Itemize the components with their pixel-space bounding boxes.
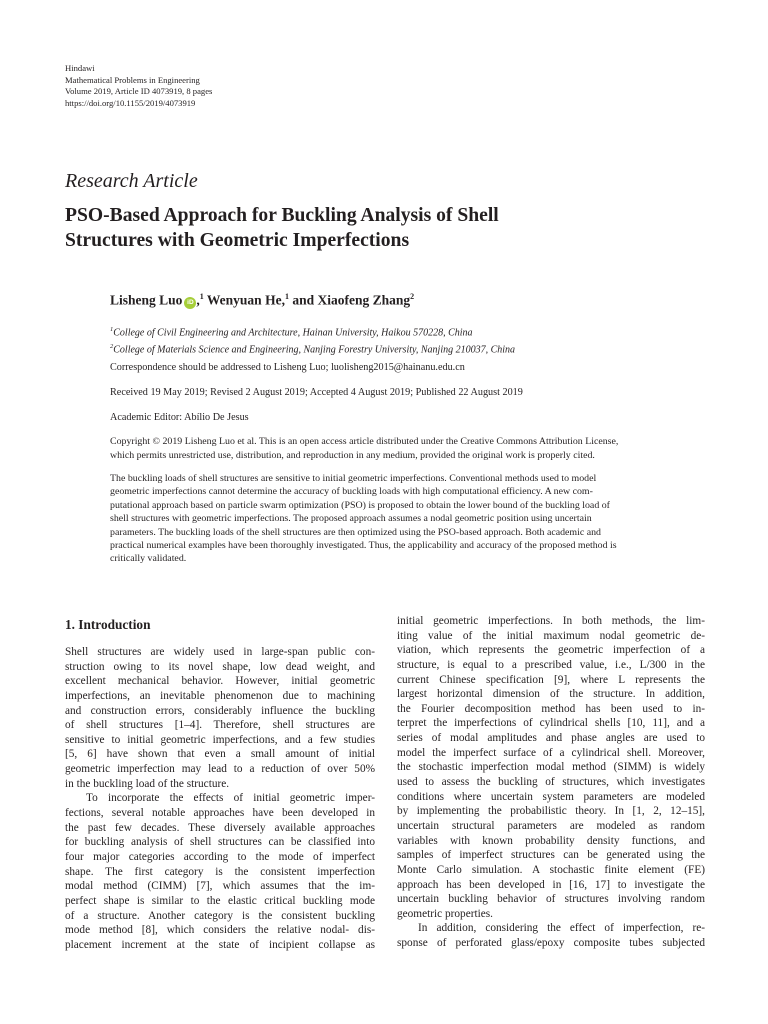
body-line: conditions where uncertain system parameters are modeled: [397, 790, 705, 803]
body-line: terpret the imperfections of cylindrical shells [10, 11], and a: [397, 717, 705, 730]
body-line: fections, several notable approaches have been developed in: [65, 807, 375, 820]
body-line: perfect shape is similar to the elastic critical buckling mode: [65, 894, 375, 907]
body-line: the stochastic imperfection modal method (SIMM) is widely: [397, 761, 705, 774]
abstract-line: critically validated.: [110, 553, 187, 565]
body-line: geometric imperfection may lead to a reduction of over 50%: [65, 763, 375, 776]
body-line: four major categories according to the mode of imperfect: [65, 850, 375, 863]
copyright-line: which permits unrestricted use, distribution, and reproduction in any medium, provided the original work is properly cited.: [110, 449, 595, 461]
copyright-notice: [110, 435, 710, 462]
author-affiliation-mark: 1: [199, 292, 204, 301]
body-line: imperfections, an inevitable phenomenon due to machining: [65, 689, 375, 702]
affiliation-text: College of Materials Science and Engineering, Nanjing Forestry University, Nanjing 210037, China: [113, 344, 516, 356]
doi-link[interactable]: https://doi.org/10.1155/2019/4073919: [65, 97, 196, 108]
section-heading: 1. Introduction: [65, 617, 151, 632]
abstract-line: The buckling loads of shell structures are sensitive to initial geometric imperfections. Conventional methods used to model: [110, 473, 597, 484]
publication-dates: Received 19 May 2019; Revised 2 August 2019; Accepted 4 August 2019; Published 22 August 2019: [110, 387, 523, 398]
body-line: Monte Carlo simulation. A stochastic finite element (FE): [397, 863, 705, 876]
body-line: the past few decades. These diversely available approaches: [65, 821, 375, 834]
body-line: samples of imperfect structures can be generated using the: [397, 849, 705, 862]
author-name: Wenyuan He: [206, 292, 282, 308]
body-line: uncertain structural parameters are modeled as random: [397, 819, 705, 832]
title-line: PSO-Based Approach for Buckling Analysis of Shell: [65, 205, 499, 226]
body-line: structure, is equal to a prescribed value, i.e., L/300 in the: [397, 658, 705, 671]
body-line: model the imperfect surface of a cylindrical shell. Moreover,: [397, 746, 705, 759]
abstract-line: parameters. The buckling loads of the shell structures are then optimized using the PSO-based approach. Both academic and: [110, 526, 601, 538]
body-line: approach has been developed in [16, 17] to investigate the: [397, 878, 705, 891]
body-line: modal method (CIMM) [7], which assumes that the im-: [65, 880, 375, 893]
body-line: in the buckling load of the structure.: [65, 777, 230, 790]
body-line: struction owing to its novel shape, low dead weight, and: [65, 660, 375, 673]
abstract-line: putational approach based on particle swarm optimization (PSO) is proposed to obtain the lower bound of the buckling load of: [110, 499, 610, 511]
body-line: largest horizontal dimension of the structure. In addition,: [397, 688, 705, 701]
body-line: of a structure. Another category is the consistent buckling: [65, 909, 375, 922]
body-line: the Fourier decomposition method has been used to in-: [397, 702, 705, 715]
correspondence: Correspondence should be addressed to Lisheng Luo; luolisheng2015@hainanu.edu.cn: [110, 362, 465, 373]
body-line: shape. The first category is the consistent imperfection: [65, 865, 375, 878]
body-line: initial geometric imperfections. In both methods, the lim-: [397, 615, 705, 627]
author-separator: ,: [196, 292, 200, 308]
title-line: Structures with Geometric Imperfections: [65, 230, 410, 251]
body-line: placement increment at the state of incipient collapse as: [65, 938, 375, 951]
author-list: [110, 292, 414, 309]
academic-editor: Academic Editor: Abílio De Jesus: [110, 412, 249, 423]
author-separator: ,: [281, 292, 285, 308]
body-line: used to assess the buckling of structures, which investigates: [397, 776, 705, 789]
body-line: In addition, considering the effect of imperfection, re-: [418, 922, 705, 935]
body-line: sponse of perforated glass/epoxy composite tubes subjected: [397, 937, 705, 950]
body-line: viation, which represents the geometric imperfection of a: [397, 644, 705, 657]
body-line: by implementing the probabilistic theory. In [1, 2, 12–15],: [397, 805, 705, 818]
orcid-icon[interactable]: iD: [184, 297, 196, 309]
article-title: [65, 203, 665, 253]
author-affiliation-mark: 1: [284, 292, 289, 301]
author-affiliation-mark: 2: [410, 292, 415, 301]
affiliation-text: College of Civil Engineering and Architecture, Hainan University, Haikou 570228, China: [113, 327, 473, 339]
affiliation-mark: 2: [110, 343, 114, 351]
body-column-right: [397, 614, 705, 951]
body-line: Shell structures are widely used in large-span public con-: [65, 646, 375, 658]
abstract: [110, 472, 710, 566]
affiliation-mark: 1: [110, 326, 114, 333]
author-separator: and: [288, 292, 318, 308]
abstract-line: geometric imperfections cannot determine the accuracy of buckling loads with high computational efficiency. A new com-: [110, 486, 593, 498]
body-line: uncertain buckling behavior of structures involving random: [397, 893, 705, 906]
journal-name: Mathematical Problems in Engineering: [65, 74, 200, 85]
body-line: of shell structures [1–4]. Therefore, shell structures are: [65, 719, 375, 732]
body-line: and construction errors, considerably influence the buckling: [65, 704, 375, 717]
abstract-line: shell structures with geometric imperfections. The proposed approach assumes a nodal geometric position using uncertain: [110, 513, 592, 525]
body-column-left: [65, 645, 375, 952]
copyright-line: Copyright © 2019 Lisheng Luo et al. This is an open access article distributed under the Creative Commons Attribution License,: [110, 436, 619, 447]
body-line: excellent mechanical behavior. However, initial geometric: [65, 675, 375, 688]
body-line: mode method [8], which considers the relative nodal- dis-: [65, 924, 375, 937]
body-line: To incorporate the effects of initial geometric imper-: [86, 792, 375, 805]
body-line: variables with known probability density functions, and: [397, 834, 705, 847]
publisher-name: Hindawi: [65, 63, 95, 73]
body-line: geometric properties.: [397, 907, 493, 920]
body-line: series of modal amplitudes and phase angles are used to: [397, 732, 705, 745]
article-type: Research Article: [65, 170, 198, 192]
affiliation-line: [110, 340, 515, 357]
affiliation-line: [110, 323, 515, 340]
body-line: [5, 6] have shown that even a small amount of initial: [65, 748, 375, 761]
body-line: current Chinese specification [9], where L represents the: [397, 673, 705, 686]
author-name: Xiaofeng Zhang: [317, 292, 411, 308]
volume-line: Volume 2019, Article ID 4073919, 8 pages: [65, 86, 213, 96]
author-name: Lisheng Luo: [110, 292, 183, 308]
body-line: for buckling analysis of shell structures can be classified into: [65, 836, 375, 849]
affiliations: [110, 323, 515, 358]
abstract-line: practical numerical examples have been thoroughly investigated. Thus, the applicability and accuracy of the proposed method is: [110, 540, 617, 552]
body-line: sensitive to initial geometric imperfections, and a few studies: [65, 733, 375, 746]
journal-info: [65, 63, 212, 109]
body-line: iting value of the initial maximum nodal geometric de-: [397, 629, 705, 642]
